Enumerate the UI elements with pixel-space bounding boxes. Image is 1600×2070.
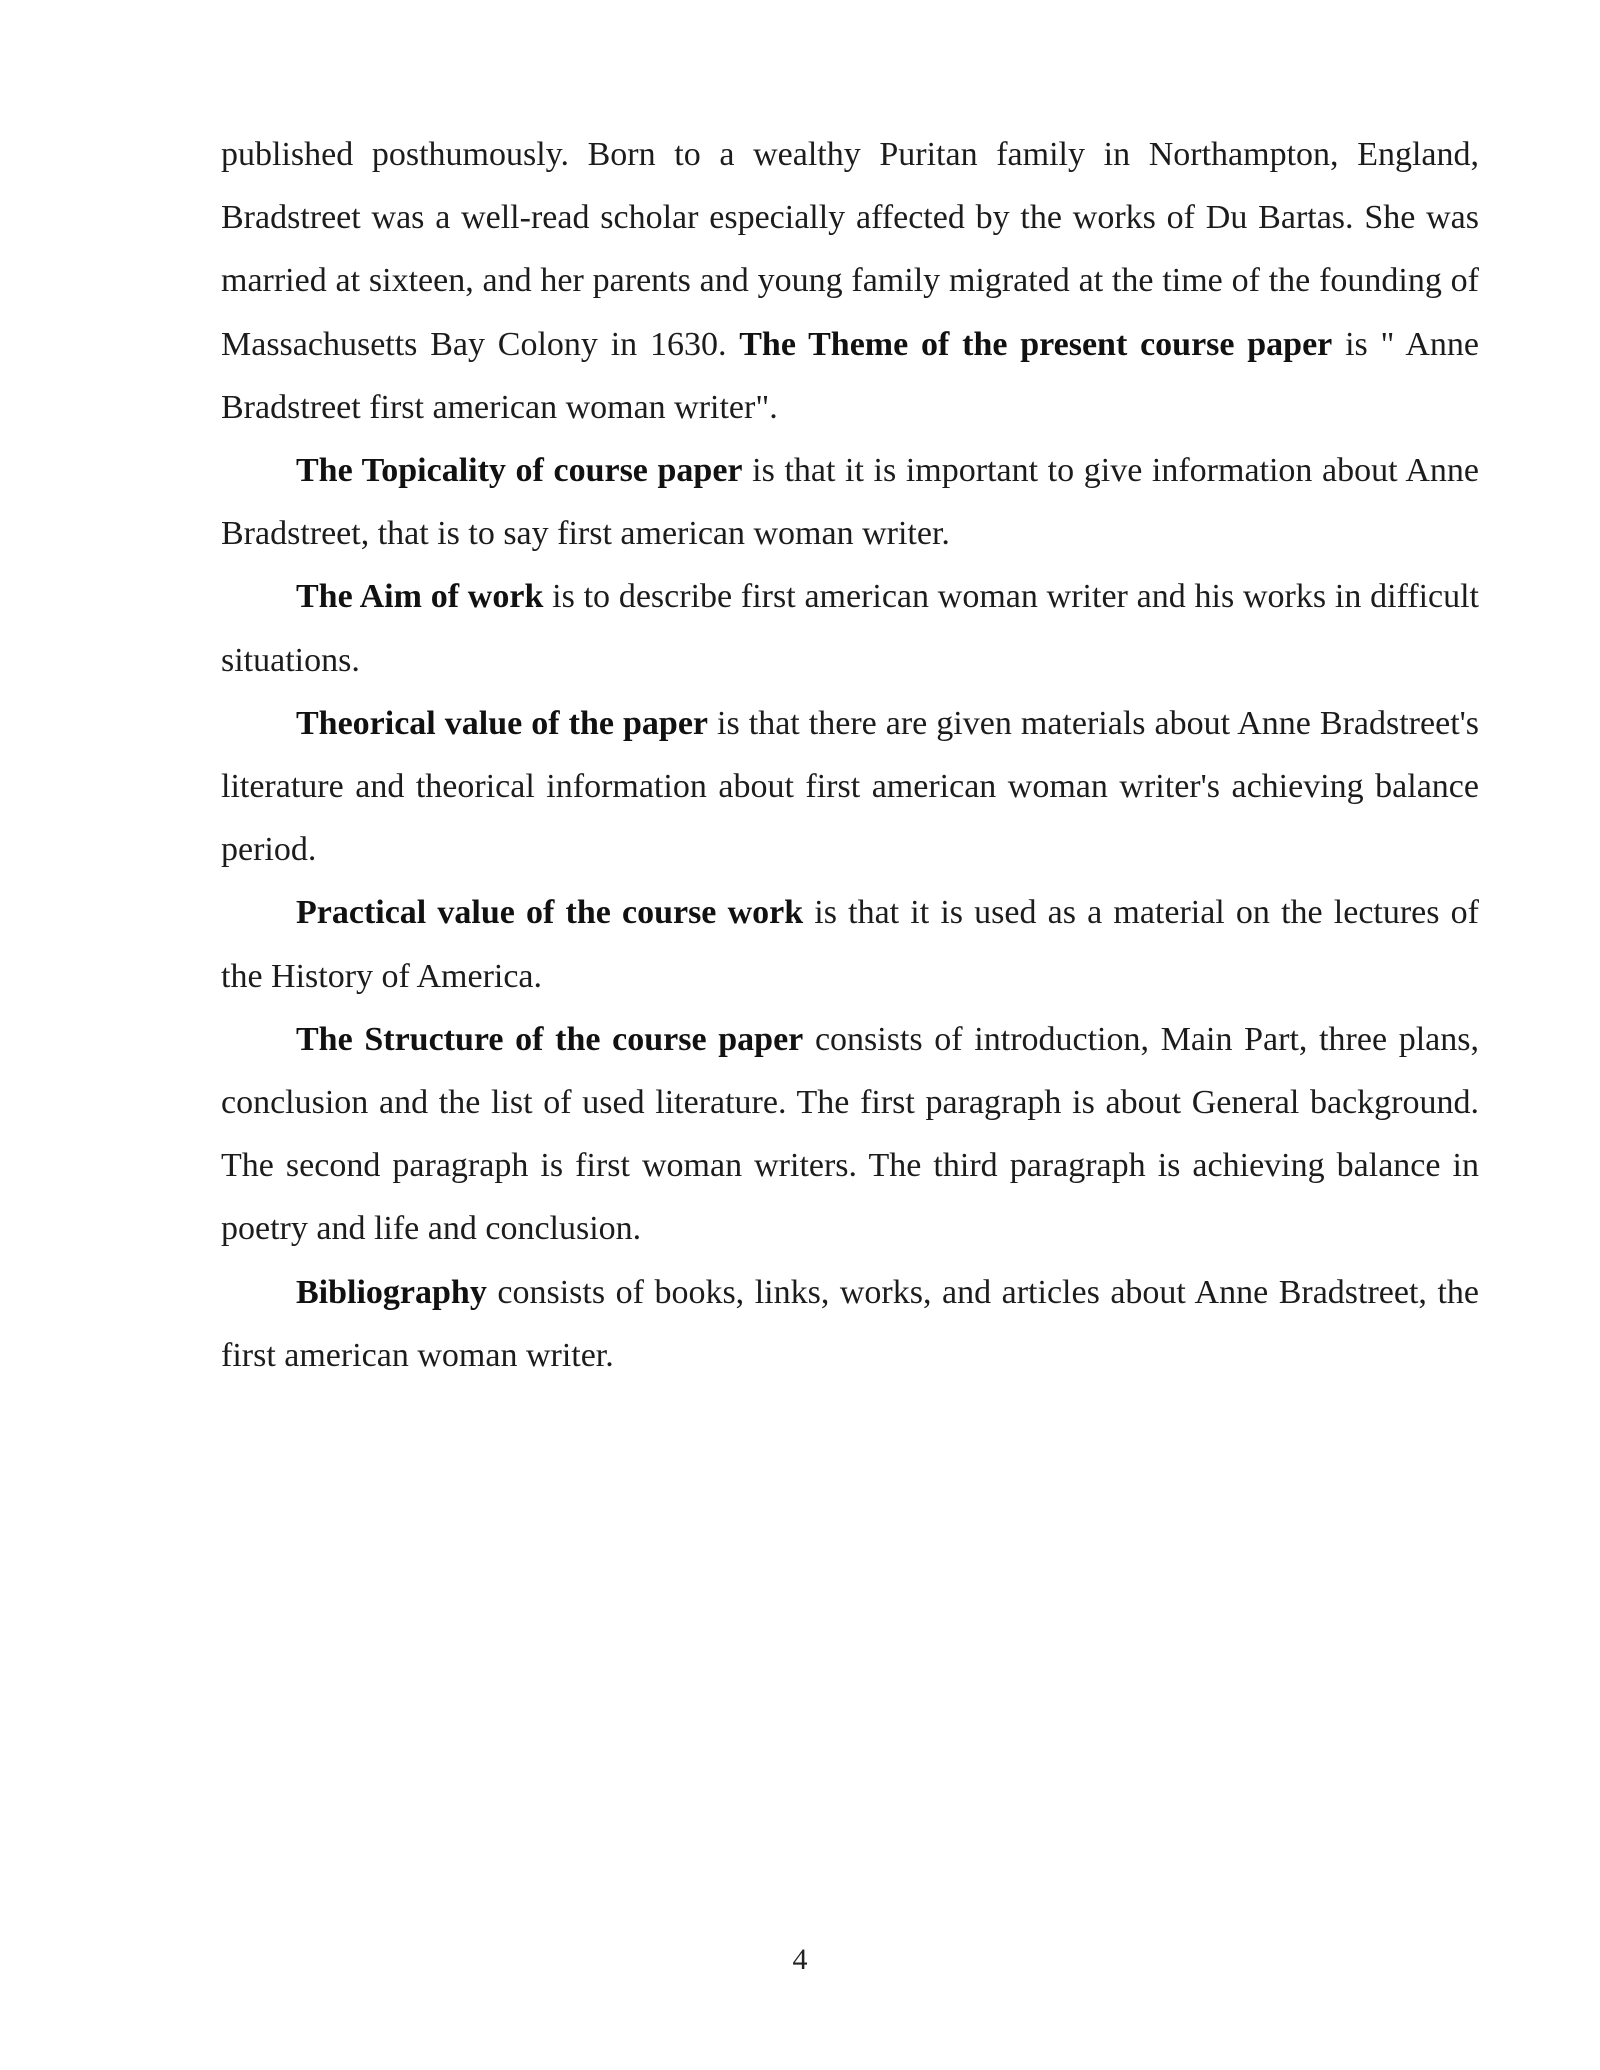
bibliography-heading: Bibliography: [296, 1273, 487, 1311]
paragraph-introduction-theme: [221, 123, 1479, 439]
paragraph-text: is " Anne Bradstreet first american woman writer".: [221, 325, 1479, 426]
paragraph-text: is that there are given materials about Anne Bradstreet's literature and theorical information about first american woman writer's achieving balance period.: [221, 704, 1479, 869]
paragraph-text: is that it is important to give information about Anne Bradstreet, that is to say first american woman writer.: [221, 452, 1479, 553]
paragraph-text: consists of introduction, Main Part, three plans, conclusion and the list of used literature. The first paragraph is about General background. The second paragraph is first woman writers. The third paragraph is achieving balance in poetry and life and conclusion.: [221, 1020, 1479, 1248]
theoretical-value-heading: Theorical value of the paper: [296, 704, 708, 742]
paragraph-text: published posthumously. Born to a wealthy Puritan family in Northampton, England, Bradstreet was a well-read scholar especially affected by the works of Du Bartas. She was married at sixteen, and her parents and young family migrated at the time of the founding of Massachusetts Bay Colony in 1630.: [221, 136, 1479, 363]
aim-heading: The Aim of work: [296, 578, 544, 616]
theme-heading: The Theme of the present course paper: [739, 325, 1333, 363]
paragraph-aim: [221, 565, 1479, 691]
document-body: [221, 123, 1479, 1387]
paragraph-text: consists of books, links, works, and articles about Anne Bradstreet, the first american woman writer.: [221, 1273, 1479, 1374]
structure-heading: The Structure of the course paper: [296, 1020, 804, 1058]
paragraph-theoretical-value: [221, 692, 1479, 882]
paragraph-structure: [221, 1008, 1479, 1261]
paragraph-text: is that it is used as a material on the lectures of the History of America.: [221, 894, 1479, 995]
paragraph-text: is to describe first american woman writer and his works in difficult situations.: [221, 578, 1480, 679]
paragraph-bibliography: [221, 1261, 1479, 1387]
paragraph-topicality: [221, 439, 1479, 565]
topicality-heading: The Topicality of course paper: [296, 452, 743, 490]
paragraph-practical-value: [221, 881, 1479, 1007]
page-number: 4: [792, 1943, 808, 1976]
practical-value-heading: Practical value of the course work: [296, 894, 804, 932]
